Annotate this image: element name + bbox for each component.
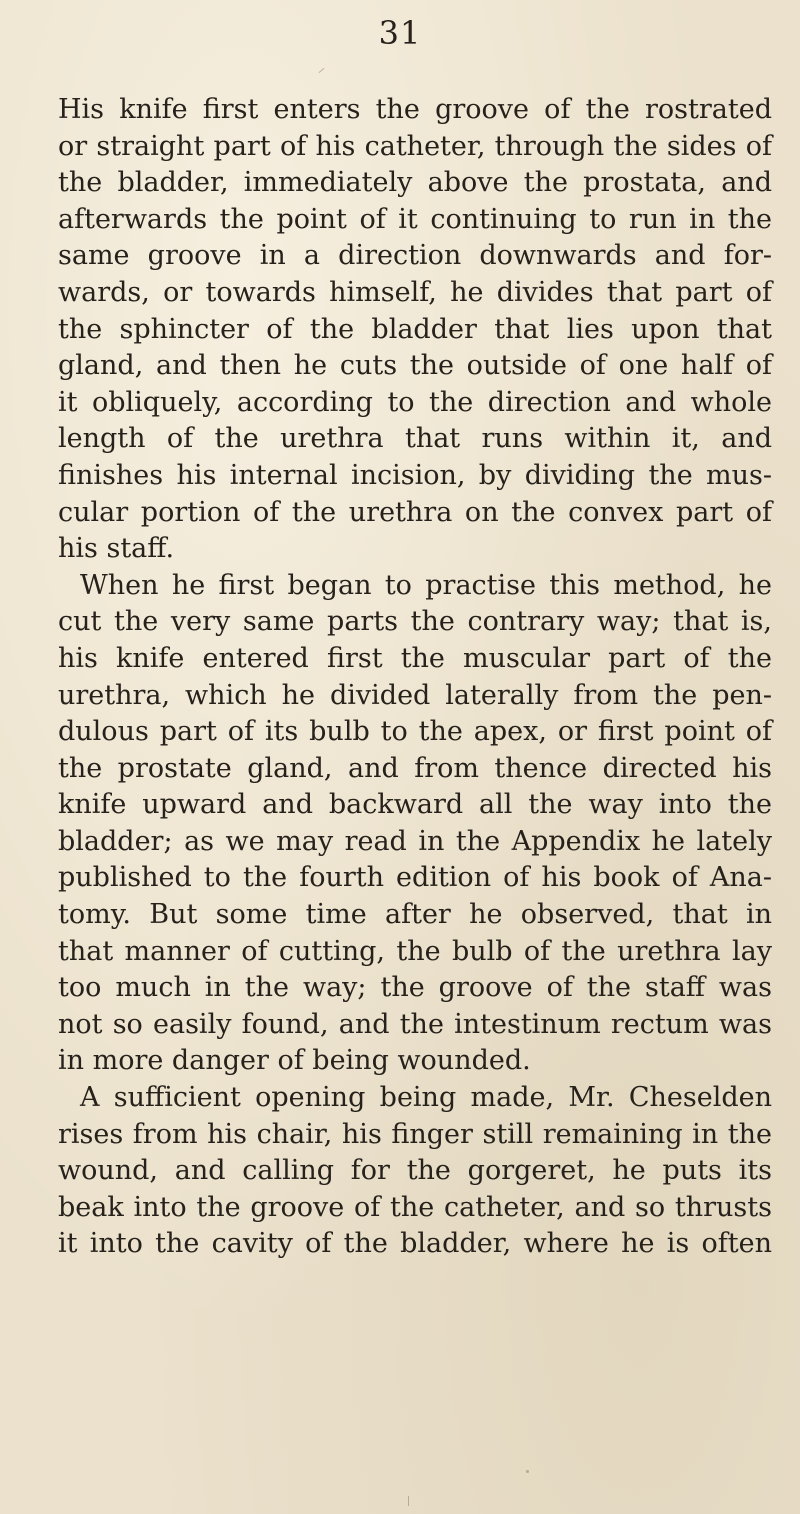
text-line: cular portion of the urethra on the convex part of: [58, 496, 772, 528]
text-line: knife upward and backward all the way into the: [58, 789, 772, 821]
paragraph-3: [58, 1080, 772, 1263]
text-line: bladder; as we may read in the Appendix he lately: [58, 825, 772, 857]
paper-speck: [408, 1496, 409, 1506]
paragraph-2: [58, 568, 772, 1080]
text-line: His knife first enters the groove of the rostrated: [58, 94, 772, 125]
text-line: too much in the way; the groove of the staff was: [58, 972, 772, 1004]
text-line: A sufficient opening being made, Mr. Cheselden: [80, 1082, 772, 1114]
page-number: 31: [378, 14, 422, 52]
paper-speck: [526, 1470, 529, 1473]
text-line: length of the urethra that runs within it, and: [58, 423, 772, 455]
text-line: finishes his internal incision, by dividing the mus-: [58, 459, 772, 491]
text-line: afterwards the point of it continuing to run in the: [58, 203, 772, 235]
text-line: in more danger of being wounded.: [58, 1045, 531, 1077]
text-line: same groove in a direction downwards and for-: [58, 240, 772, 272]
text-line: the sphincter of the bladder that lies upon that: [58, 313, 772, 345]
text-line: urethra, which he divided laterally from the pen-: [58, 679, 772, 711]
text-line: the bladder, immediately above the prostata, and: [58, 167, 772, 199]
text-line: gland, and then he cuts the outside of one half of: [58, 350, 772, 382]
text-line: the prostate gland, and from thence directed his: [58, 752, 772, 784]
text-line: published to the fourth edition of his book of Ana-: [58, 862, 772, 894]
body-text: [58, 92, 772, 1263]
text-line: beak into the groove of the catheter, and so thrusts: [58, 1191, 772, 1223]
text-line: wards, or towards himself, he divides that part of: [58, 276, 772, 308]
text-line: or straight part of his catheter, through the sides of: [58, 130, 772, 162]
text-line: cut the very same parts the contrary way; that is,: [58, 606, 772, 638]
paragraph-1: [58, 92, 772, 568]
text-line: his knife entered first the muscular part of the: [58, 642, 772, 674]
text-line: When he first began to practise this method, he: [80, 569, 772, 601]
text-line: that manner of cutting, the bulb of the urethra lay: [58, 935, 772, 967]
text-line: tomy. But some time after he observed, that in: [58, 899, 772, 931]
text-line: his staff.: [58, 533, 175, 565]
text-line: it obliquely, according to the direction and whole: [58, 386, 772, 418]
text-line: rises from his chair, his finger still remaining in the: [58, 1118, 772, 1150]
text-line: wound, and calling for the gorgeret, he puts its: [58, 1155, 772, 1187]
text-line: not so easily found, and the intestinum rectum was: [58, 1008, 772, 1040]
text-line: it into the cavity of the bladder, where he is often: [58, 1228, 772, 1260]
text-line: dulous part of its bulb to the apex, or first point of: [58, 716, 772, 748]
paper-speck: [318, 68, 324, 73]
